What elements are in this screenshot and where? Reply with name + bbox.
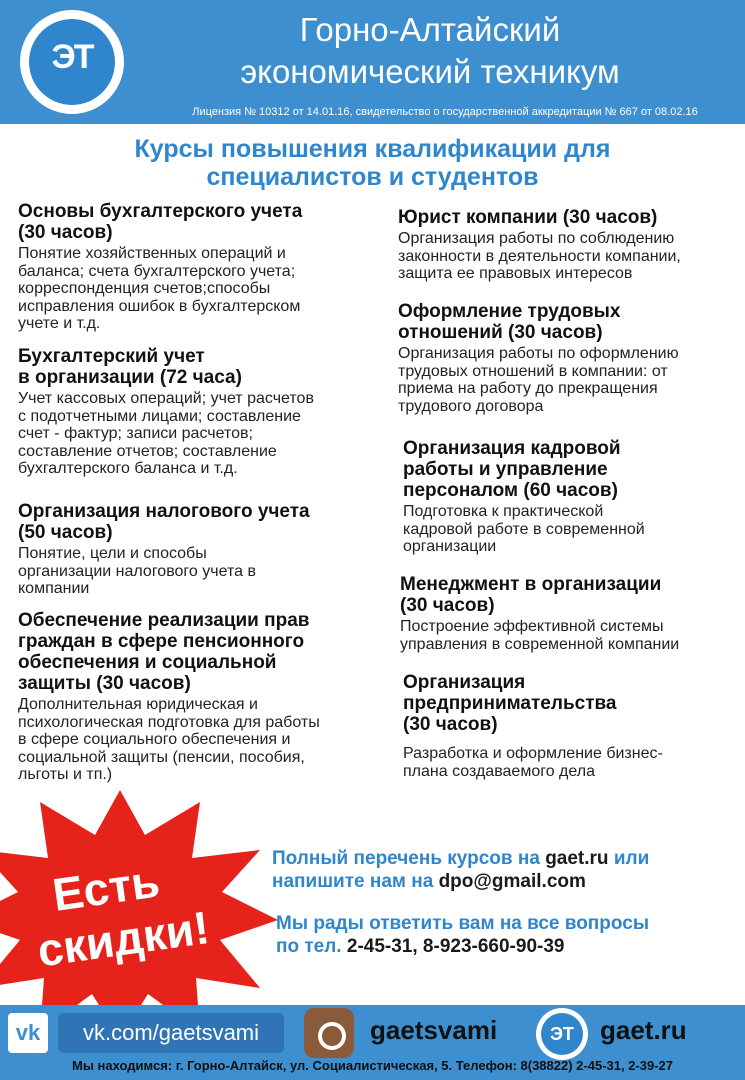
vk-icon[interactable]: vk: [8, 1013, 48, 1053]
course-title: Юрист компании (30 часов): [398, 207, 658, 228]
address-text: Мы находимся: г. Горно-Алтайск, ул. Социалистическая, 5. Телефон: 8(38822) 2-45-31, 2-39-27: [71, 1058, 674, 1073]
course-title: Организация кадровой работы и управление персоналом (60 часов): [403, 438, 621, 501]
course-description: Построение эффективной системы управления в современной компании: [400, 618, 680, 653]
vk-link[interactable]: vk.com/gaetsvami: [58, 1013, 284, 1053]
logo-text: ЭТ: [51, 38, 93, 76]
course-description: Понятие хозяйственных операций и баланса; счета бухгалтерского учета; корреспонденция счетов;способы исправления ошибок в бухгалтерском учете и т.д.: [18, 245, 301, 332]
course-title: Основы бухгалтерского учета (30 часов): [18, 201, 303, 243]
instagram-lens-icon: [318, 1022, 346, 1050]
course-description: Подготовка к практической кадровой работе в современной организации: [403, 503, 645, 555]
course-item: [403, 672, 738, 780]
course-item: [18, 501, 378, 598]
cta-text: или: [613, 848, 650, 869]
course-item: [398, 207, 738, 283]
college-title-line1: Горно-Алтайский: [299, 11, 561, 48]
cta-questions-line: [276, 913, 741, 935]
cta-phone-line: [276, 936, 741, 958]
course-description: Организация работы по оформлению трудовых отношений в компании: от приема на работу до прекращения трудового договора: [398, 345, 679, 415]
site-link[interactable]: gaet.ru: [545, 848, 609, 869]
footer-site-link[interactable]: gaet.ru: [600, 1015, 687, 1045]
cta-text: Мы рады ответить вам на все вопросы: [276, 913, 650, 934]
cta-email-line: [272, 871, 742, 893]
course-title: Менеджмент в организации (30 часов): [400, 574, 662, 616]
course-title: Бухгалтерский учет в организации (72 часа): [18, 346, 242, 388]
course-item: [18, 201, 378, 333]
course-item: [400, 574, 738, 653]
course-item: [398, 301, 738, 415]
course-description: Дополнительная юридическая и психологическая подготовка для работы в сфере социального обеспечения и социальной защиты (пенсии, пособия, льготы и тп.): [18, 696, 320, 783]
cta-text: Полный перечень курсов на: [272, 848, 540, 869]
instagram-handle[interactable]: gaetsvami: [370, 1015, 498, 1045]
course-description: Учет кассовых операций; учет расчетов с подотчетными лицами; составление счет - фактур; записи расчетов; составление отчетов; составление бухгалтерского баланса и т.д.: [18, 390, 314, 477]
license-text: Лицензия № 10312 от 14.01.16, свидетельство о государственной аккредитации № 667 от 08.02.16: [192, 106, 698, 118]
site-logo-text: ЭТ: [541, 1013, 583, 1055]
course-description: Понятие, цели и способы организации налогового учета в компании: [18, 545, 256, 597]
course-title: Организация налогового учета (50 часов): [18, 501, 310, 543]
email-link[interactable]: dpo@gmail.com: [438, 871, 586, 892]
discount-burst-badge: [0, 780, 280, 1040]
college-title-line2: экономический техникум: [240, 53, 620, 90]
course-title: Организация предпринимательства (30 часов): [403, 672, 617, 735]
page-headline: Курсы повышения квалификации для специалистов и студентов: [134, 135, 611, 191]
course-item: [18, 610, 378, 784]
course-title: Обеспечение реализации прав граждан в сфере пенсионного обеспечения и социальной защиты (30 часов): [18, 610, 310, 694]
course-item: [403, 438, 738, 556]
course-description: Разработка и оформление бизнес- плана создаваемого дела: [403, 745, 663, 780]
course-description: Организация работы по соблюдению законности в деятельности компании, защита ее правовых интересов: [398, 230, 681, 282]
course-item: [18, 346, 378, 478]
course-title: Оформление трудовых отношений (30 часов): [398, 301, 621, 343]
cta-text: напишите нам на: [272, 871, 434, 892]
cta-text: по тел.: [276, 936, 342, 957]
promo-line2: скидки!: [34, 901, 213, 977]
phone-numbers: 2-45-31, 8-923-660-90-39: [346, 936, 565, 957]
promo-line1: Есть: [49, 854, 163, 921]
cta-courses-line: [272, 848, 742, 870]
